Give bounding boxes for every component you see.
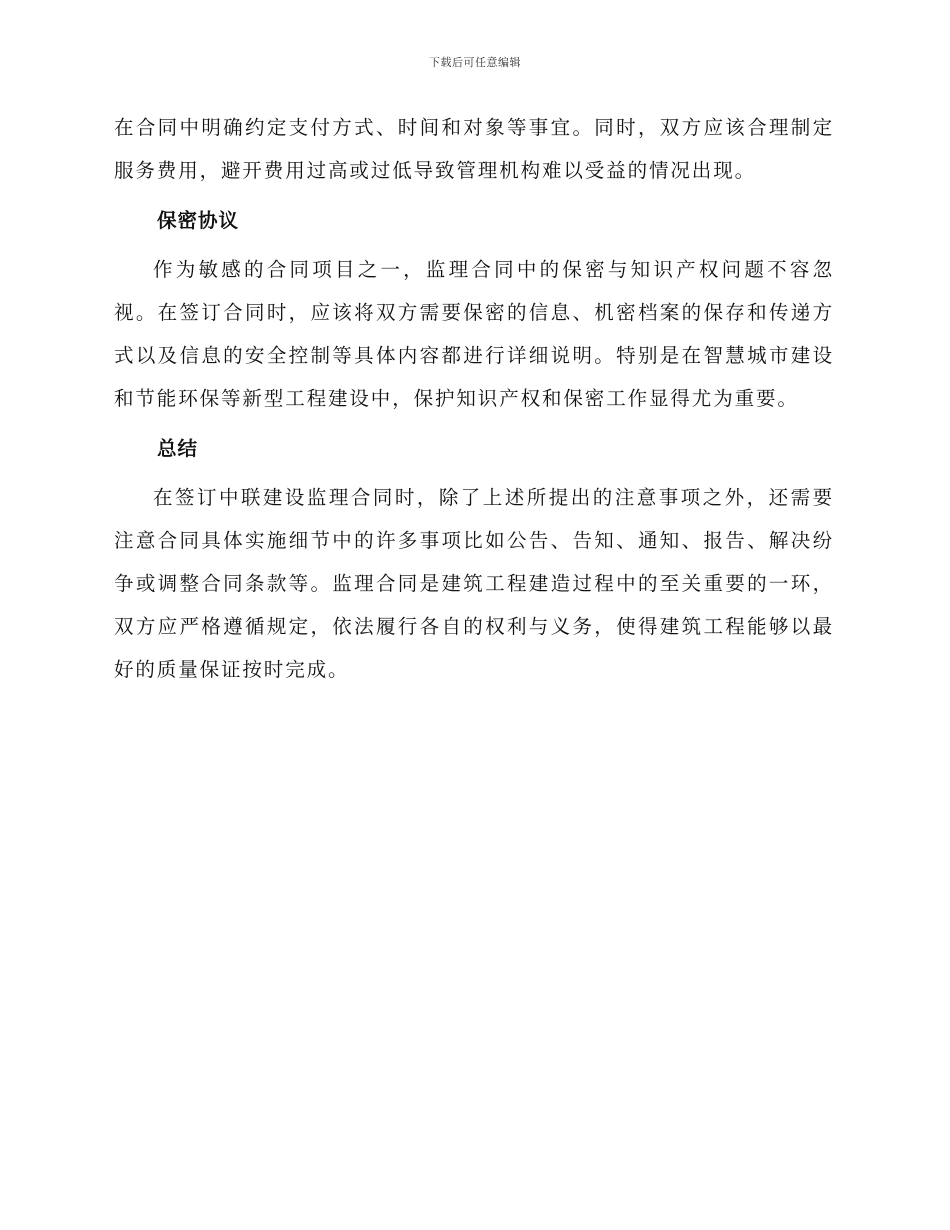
paragraph-summary: 在签订中联建设监理合同时，除了上述所提出的注意事项之外，还需要注意合同具体实施细节中的许多事项比如公告、告知、通知、报告、解决纷争或调整合同条款等。监理合同是建筑工程建造过程中的至关重要的一环，双方应严格遵循规定，依法履行各自的权利与义务，使得建筑工程能够以最好的质量保证按时完成。 <box>114 486 834 681</box>
paragraph-confidentiality: 作为敏感的合同项目之一，监理合同中的保密与知识产权问题不容忽视。在签订合同时，应该将双方需要保密的信息、机密档案的保存和传递方式以及信息的安全控制等具体内容都进行详细说明。特别是在智慧城市建设和节能环保等新型工程建设中，保护知识产权和保密工作显得尤为重要。 <box>114 258 834 410</box>
document-body <box>114 106 834 691</box>
section-heading-summary: 总结 <box>157 437 199 460</box>
page-header: 下载后可任意编辑 <box>429 56 521 69</box>
section-heading-confidentiality: 保密协议 <box>157 209 240 232</box>
paragraph-payment: 在合同中明确约定支付方式、时间和对象等事宜。同时，双方应该合理制定服务费用，避开费用过高或过低导致管理机构难以受益的情况出现。 <box>114 116 834 182</box>
